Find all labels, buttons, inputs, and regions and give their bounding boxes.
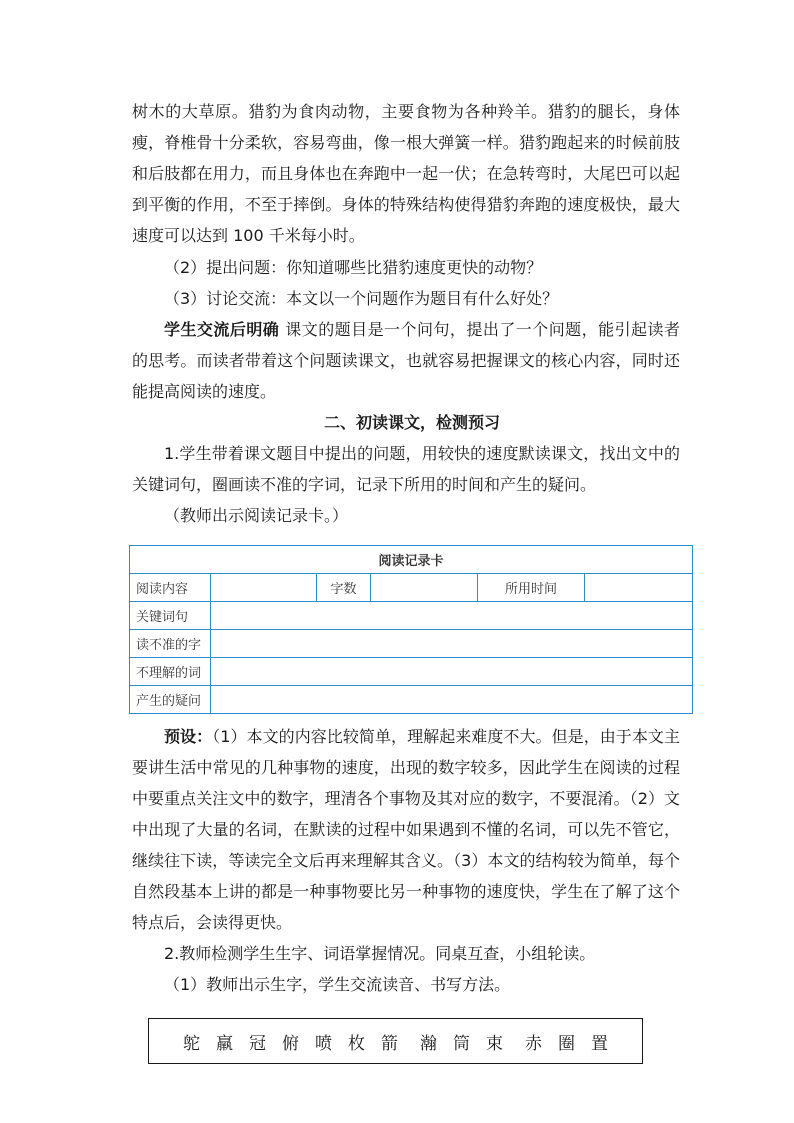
new-characters-box bbox=[148, 1018, 643, 1064]
cell-mispronounced-chars bbox=[211, 630, 693, 658]
cell-unknown-words bbox=[211, 658, 693, 686]
character: 置 bbox=[591, 1033, 608, 1054]
character: 俯 bbox=[282, 1033, 299, 1054]
label-key-phrases: 关键词句 bbox=[130, 602, 211, 630]
cell-reading-content bbox=[211, 574, 317, 602]
character: 喷 bbox=[315, 1033, 332, 1054]
label-mispronounced-chars: 读不准的字 bbox=[130, 630, 211, 658]
cell-time-used bbox=[585, 574, 693, 602]
paragraph-step-2: 2.教师检测学生生字、词语掌握情况。同桌互查，小组轮读。 bbox=[164, 944, 596, 963]
character: 枚 bbox=[348, 1033, 365, 1054]
label-word-count: 字数 bbox=[317, 574, 371, 602]
section-heading: 二、初读课文，检测预习 bbox=[323, 413, 500, 432]
label-unknown-words: 不理解的词 bbox=[130, 658, 211, 686]
character: 羸 bbox=[216, 1033, 233, 1054]
character: 冠 bbox=[249, 1033, 266, 1054]
character: 束 bbox=[486, 1033, 503, 1054]
paragraph-cheetah-description: 树木的大草原。猎豹为食肉动物，主要食物为各种羚羊。猎豹的腿长，身体瘦，脊椎骨十分柔软，容易弯曲，像一根大弹簧一样。猎豹跑起来的时候前肢和后肢都在用力，而且身体也在奔跑中一起一伏；在急转弯时，大尾巴可以起到平衡的作用，不至于摔倒。身体的特殊结构使得猎豹奔跑的速度极快，最大速度可以达到 100 千米每小时。 bbox=[132, 102, 680, 245]
paragraph-conclusion bbox=[132, 314, 680, 407]
paragraph-step-1: 1.学生带着课文题目中提出的问题，用较快的速度默读课文，找出文中的关键词句，圈画读不准的字词，记录下所用的时间和产生的疑问。 bbox=[132, 444, 680, 494]
presets-text: （1）本文的内容比较简单，理解起来难度不大。但是，由于本文主要讲生活中常见的几种事物的速度，出现的数字较多，因此学生在阅读的过程中要重点关注文中的数字，理清各个事物及其对应的数字，不要混淆。（2）文中出现了大量的名词，在默读的过程中如果遇到不懂的名词，可以先不管它，继续往下读，等读完全文后再来理解其含义。（3）本文的结构较为简单，每个自然段基本上讲的都是一种事物要比另一种事物的速度快，学生在了解了这个特点后，会读得更快。 bbox=[132, 727, 680, 932]
paragraph-raise-question: （2）提出问题：你知道哪些比猎豹速度更快的动物？ bbox=[164, 258, 543, 277]
reading-record-card bbox=[129, 545, 693, 714]
character: 瀚 bbox=[420, 1033, 437, 1054]
label-time-used: 所用时间 bbox=[478, 574, 585, 602]
cell-key-phrases bbox=[211, 602, 693, 630]
character: 箭 bbox=[381, 1033, 398, 1054]
label-reading-content: 阅读内容 bbox=[130, 574, 211, 602]
character: 赤 bbox=[525, 1033, 542, 1054]
paragraph-teacher-shows-card: （教师出示阅读记录卡。） bbox=[164, 506, 349, 525]
presets-lead: 预设： bbox=[164, 727, 213, 746]
conclusion-text: 课文的题目是一个问句，提出了一个问题，能引起读者的思考。而读者带着这个问题读课文，也就容易把握课文的核心内容，同时还能提高阅读的速度。 bbox=[132, 320, 680, 401]
record-card-title: 阅读记录卡 bbox=[130, 546, 693, 574]
paragraph-presets bbox=[132, 721, 680, 938]
character: 筒 bbox=[453, 1033, 470, 1054]
paragraph-show-characters: （1）教师出示生字，学生交流读音、书写方法。 bbox=[164, 975, 511, 994]
cell-word-count bbox=[371, 574, 478, 602]
character: 鸵 bbox=[183, 1033, 200, 1054]
conclusion-lead: 学生交流后明确 bbox=[164, 320, 280, 339]
label-questions: 产生的疑问 bbox=[130, 686, 211, 714]
paragraph-discussion: （3）讨论交流：本文以一个问题作为题目有什么好处？ bbox=[164, 289, 559, 308]
character: 圈 bbox=[558, 1033, 575, 1054]
cell-questions bbox=[211, 686, 693, 714]
